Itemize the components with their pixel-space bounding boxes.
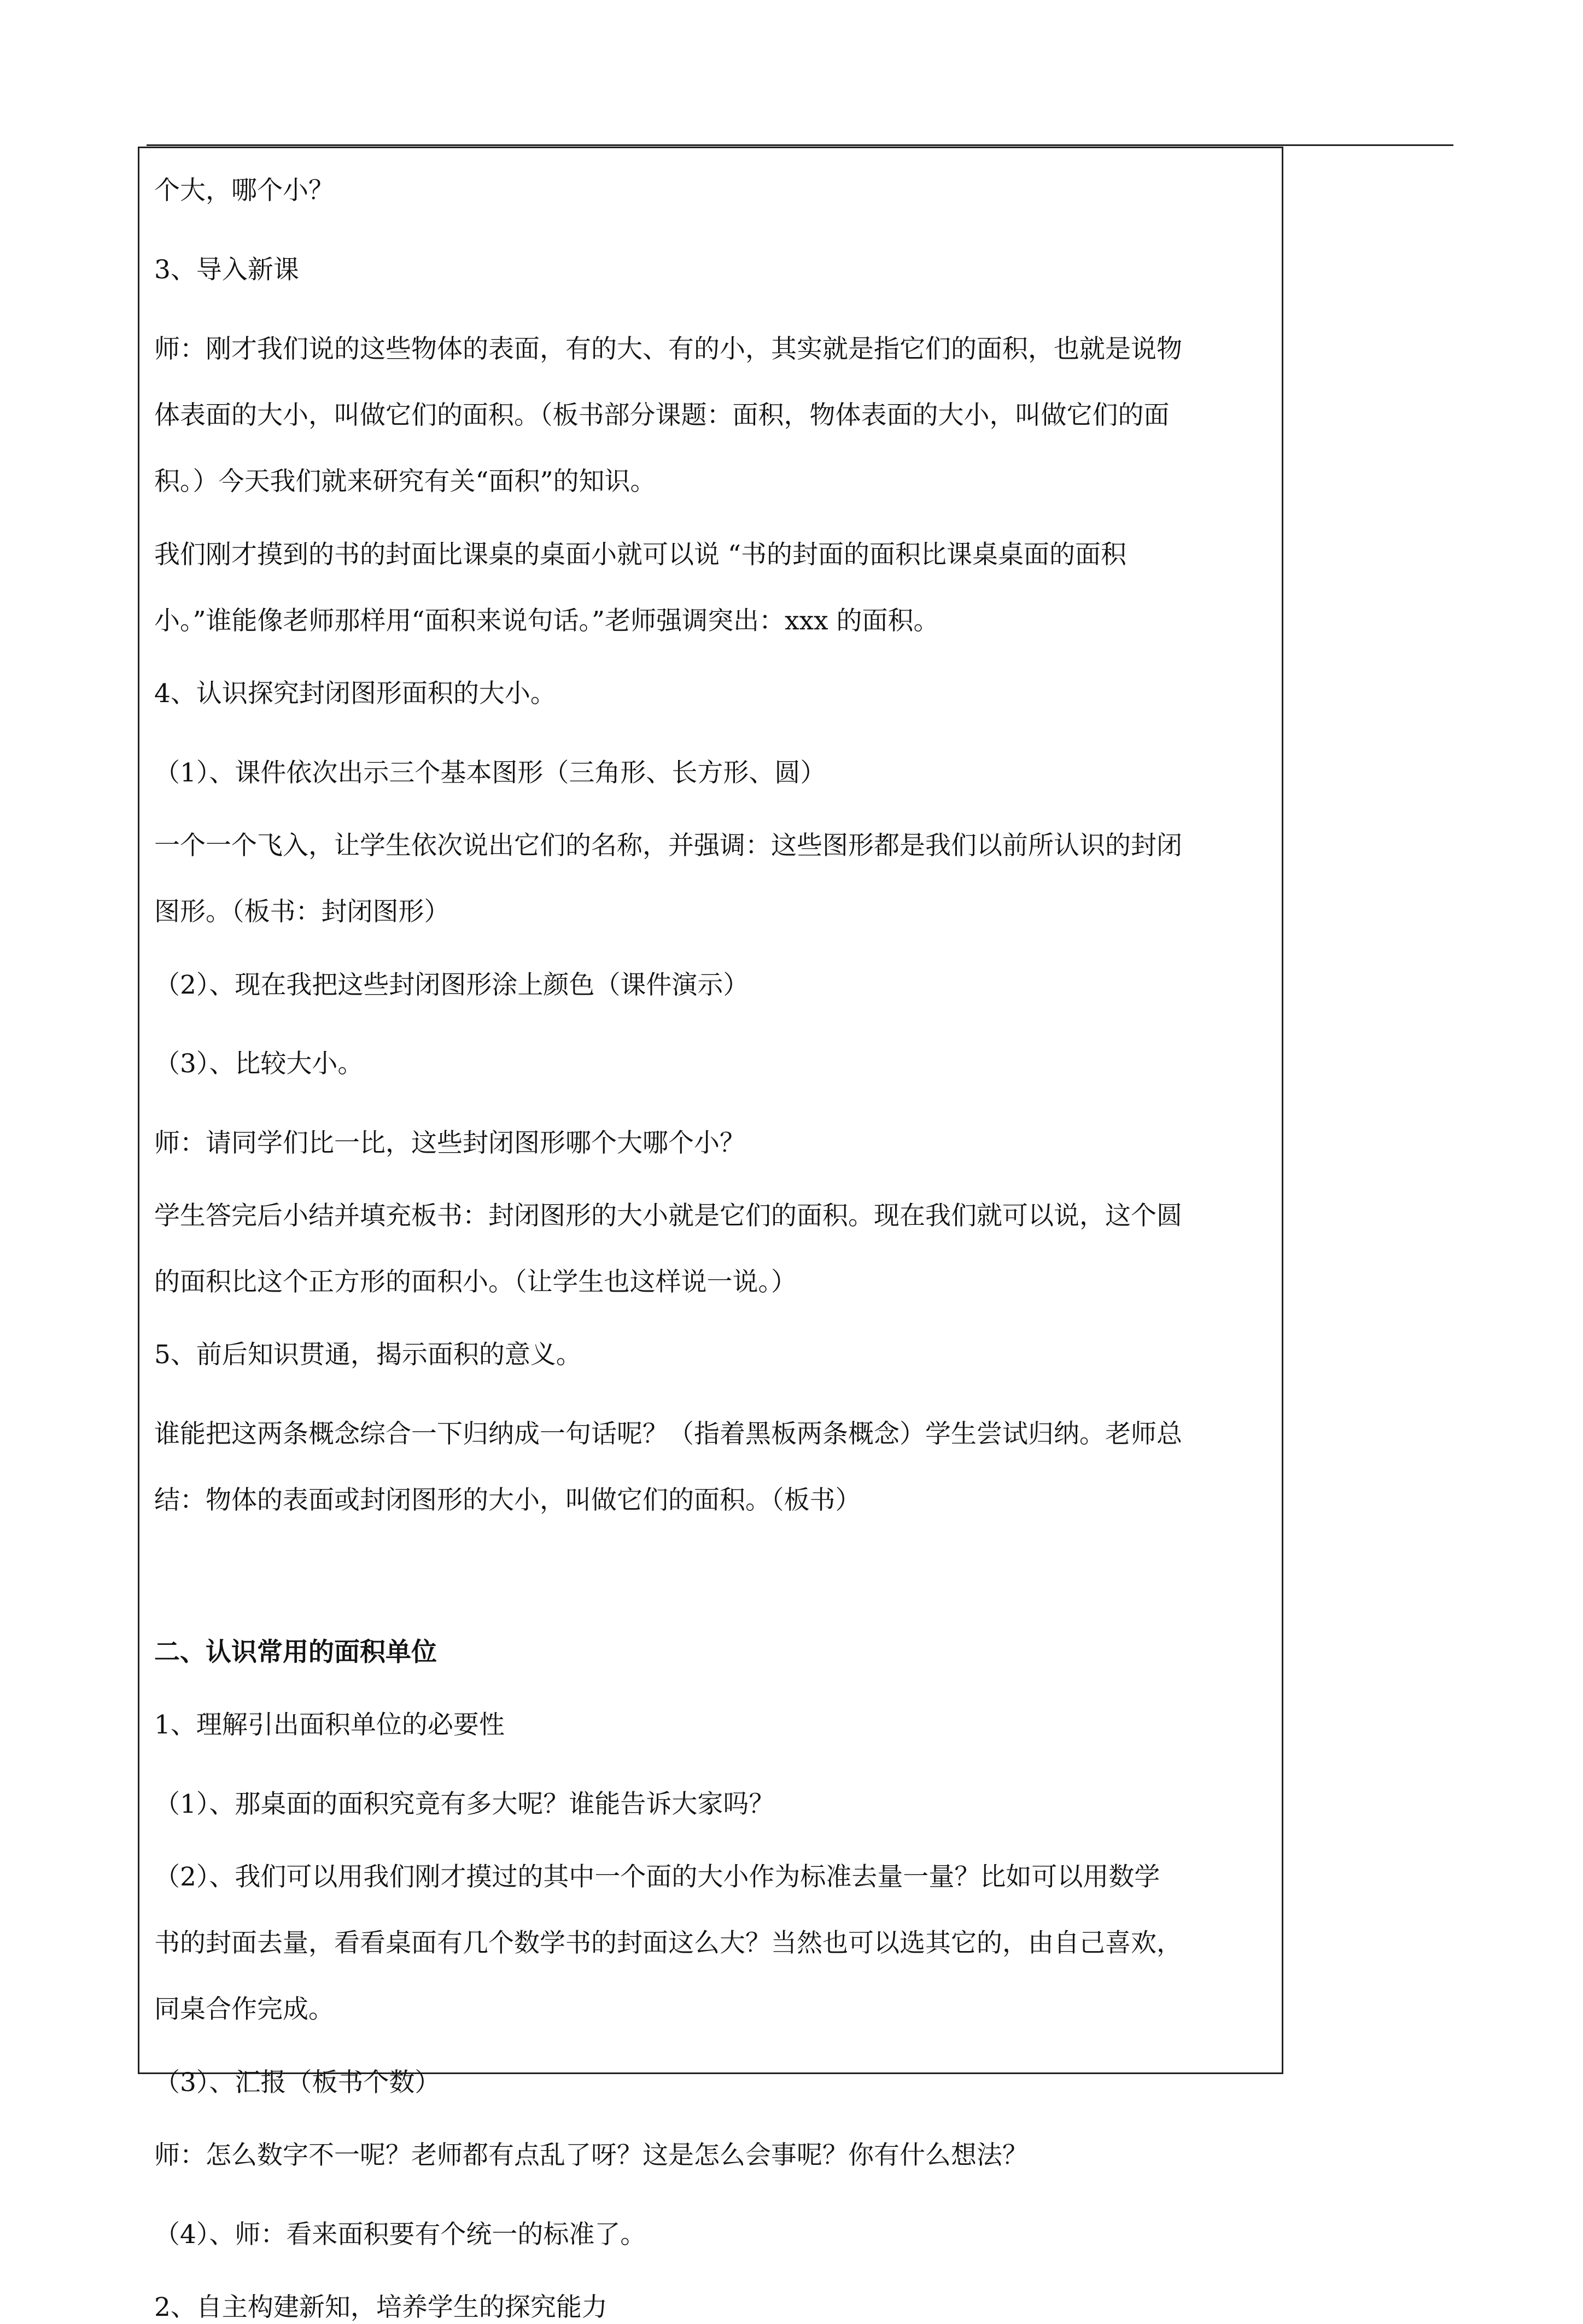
- text-line: 书的封面去量，看看桌面有几个数学书的封面这么大？当然也可以选其它的，由自己喜欢，: [154, 1928, 1182, 1958]
- text-line: 的面积比这个正方形的面积小。（让学生也这样说一说。）: [154, 1267, 797, 1297]
- text-line: 体表面的大小，叫做它们的面积。（板书部分课题：面积，物体表面的大小，叫做它们的面: [154, 400, 1170, 430]
- text-line: 结：物体的表面或封闭图形的大小，叫做它们的面积。（板书）: [154, 1485, 861, 1515]
- text-line: 小。”谁能像老师那样用“面积来说句话。”老师强调突出：xxx 的面积。: [154, 606, 939, 636]
- text-line: 1、理解引出面积单位的必要性: [154, 1710, 505, 1740]
- text-line: 我们刚才摸到的书的封面比课桌的桌面小就可以说 “书的封面的面积比课桌桌面的面积: [154, 540, 1126, 570]
- text-line: 学生答完后小结并填充板书：封闭图形的大小就是它们的面积。现在我们就可以说，这个圆: [154, 1201, 1182, 1231]
- text-line: 图形。（板书：封闭图形）: [154, 897, 450, 927]
- text-line: 5、前后知识贯通，揭示面积的意义。: [154, 1340, 582, 1370]
- text-line: 个大，哪个小？: [154, 176, 334, 206]
- text-line: 师：刚才我们说的这些物体的表面，有的大、有的小，其实就是指它们的面积，也就是说物: [154, 334, 1182, 364]
- text-line: （2）、现在我把这些封闭图形涂上颜色（课件演示）: [154, 970, 749, 1000]
- text-line: 一个一个飞入，让学生依次说出它们的名称，并强调：这些图形都是我们以前所认识的封闭: [154, 831, 1182, 861]
- text-line: 谁能把这两条概念综合一下归纳成一句话呢？（指着黑板两条概念）学生尝试归纳。老师总: [154, 1419, 1182, 1449]
- text-line: 2、自主构建新知，培养学生的探究能力: [154, 2292, 608, 2322]
- text-line: （2）、我们可以用我们刚才摸过的其中一个面的大小作为标准去量一量？比如可以用数学: [154, 1862, 1160, 1892]
- text-line: （3）、汇报（板书个数）: [154, 2068, 441, 2098]
- text-line: 4、认识探究封闭图形面积的大小。: [154, 679, 556, 709]
- text-line: （1）、那桌面的面积究竟有多大呢？谁能告诉大家吗？: [154, 1789, 775, 1819]
- text-line: 师：怎么数字不一呢？老师都有点乱了呀？这是怎么会事呢？你有什么想法？: [154, 2140, 1028, 2170]
- text-line: （1）、课件依次出示三个基本图形（三角形、长方形、圆）: [154, 758, 826, 788]
- section-heading: 二、认识常用的面积单位: [154, 1637, 437, 1667]
- text-line: 3、导入新课: [154, 255, 299, 285]
- text-line: 同桌合作完成。: [154, 1994, 334, 2024]
- text-line: 积。）今天我们就来研究有关“面积”的知识。: [154, 466, 656, 497]
- text-line: （3）、比较大小。: [154, 1049, 364, 1079]
- text-line: （4）、师：看来面积要有个统一的标准了。: [154, 2220, 646, 2250]
- text-line: 师：请同学们比一比，这些封闭图形哪个大哪个小？: [154, 1128, 745, 1158]
- content-box: [138, 147, 1283, 2322]
- header-rule: [147, 144, 1453, 146]
